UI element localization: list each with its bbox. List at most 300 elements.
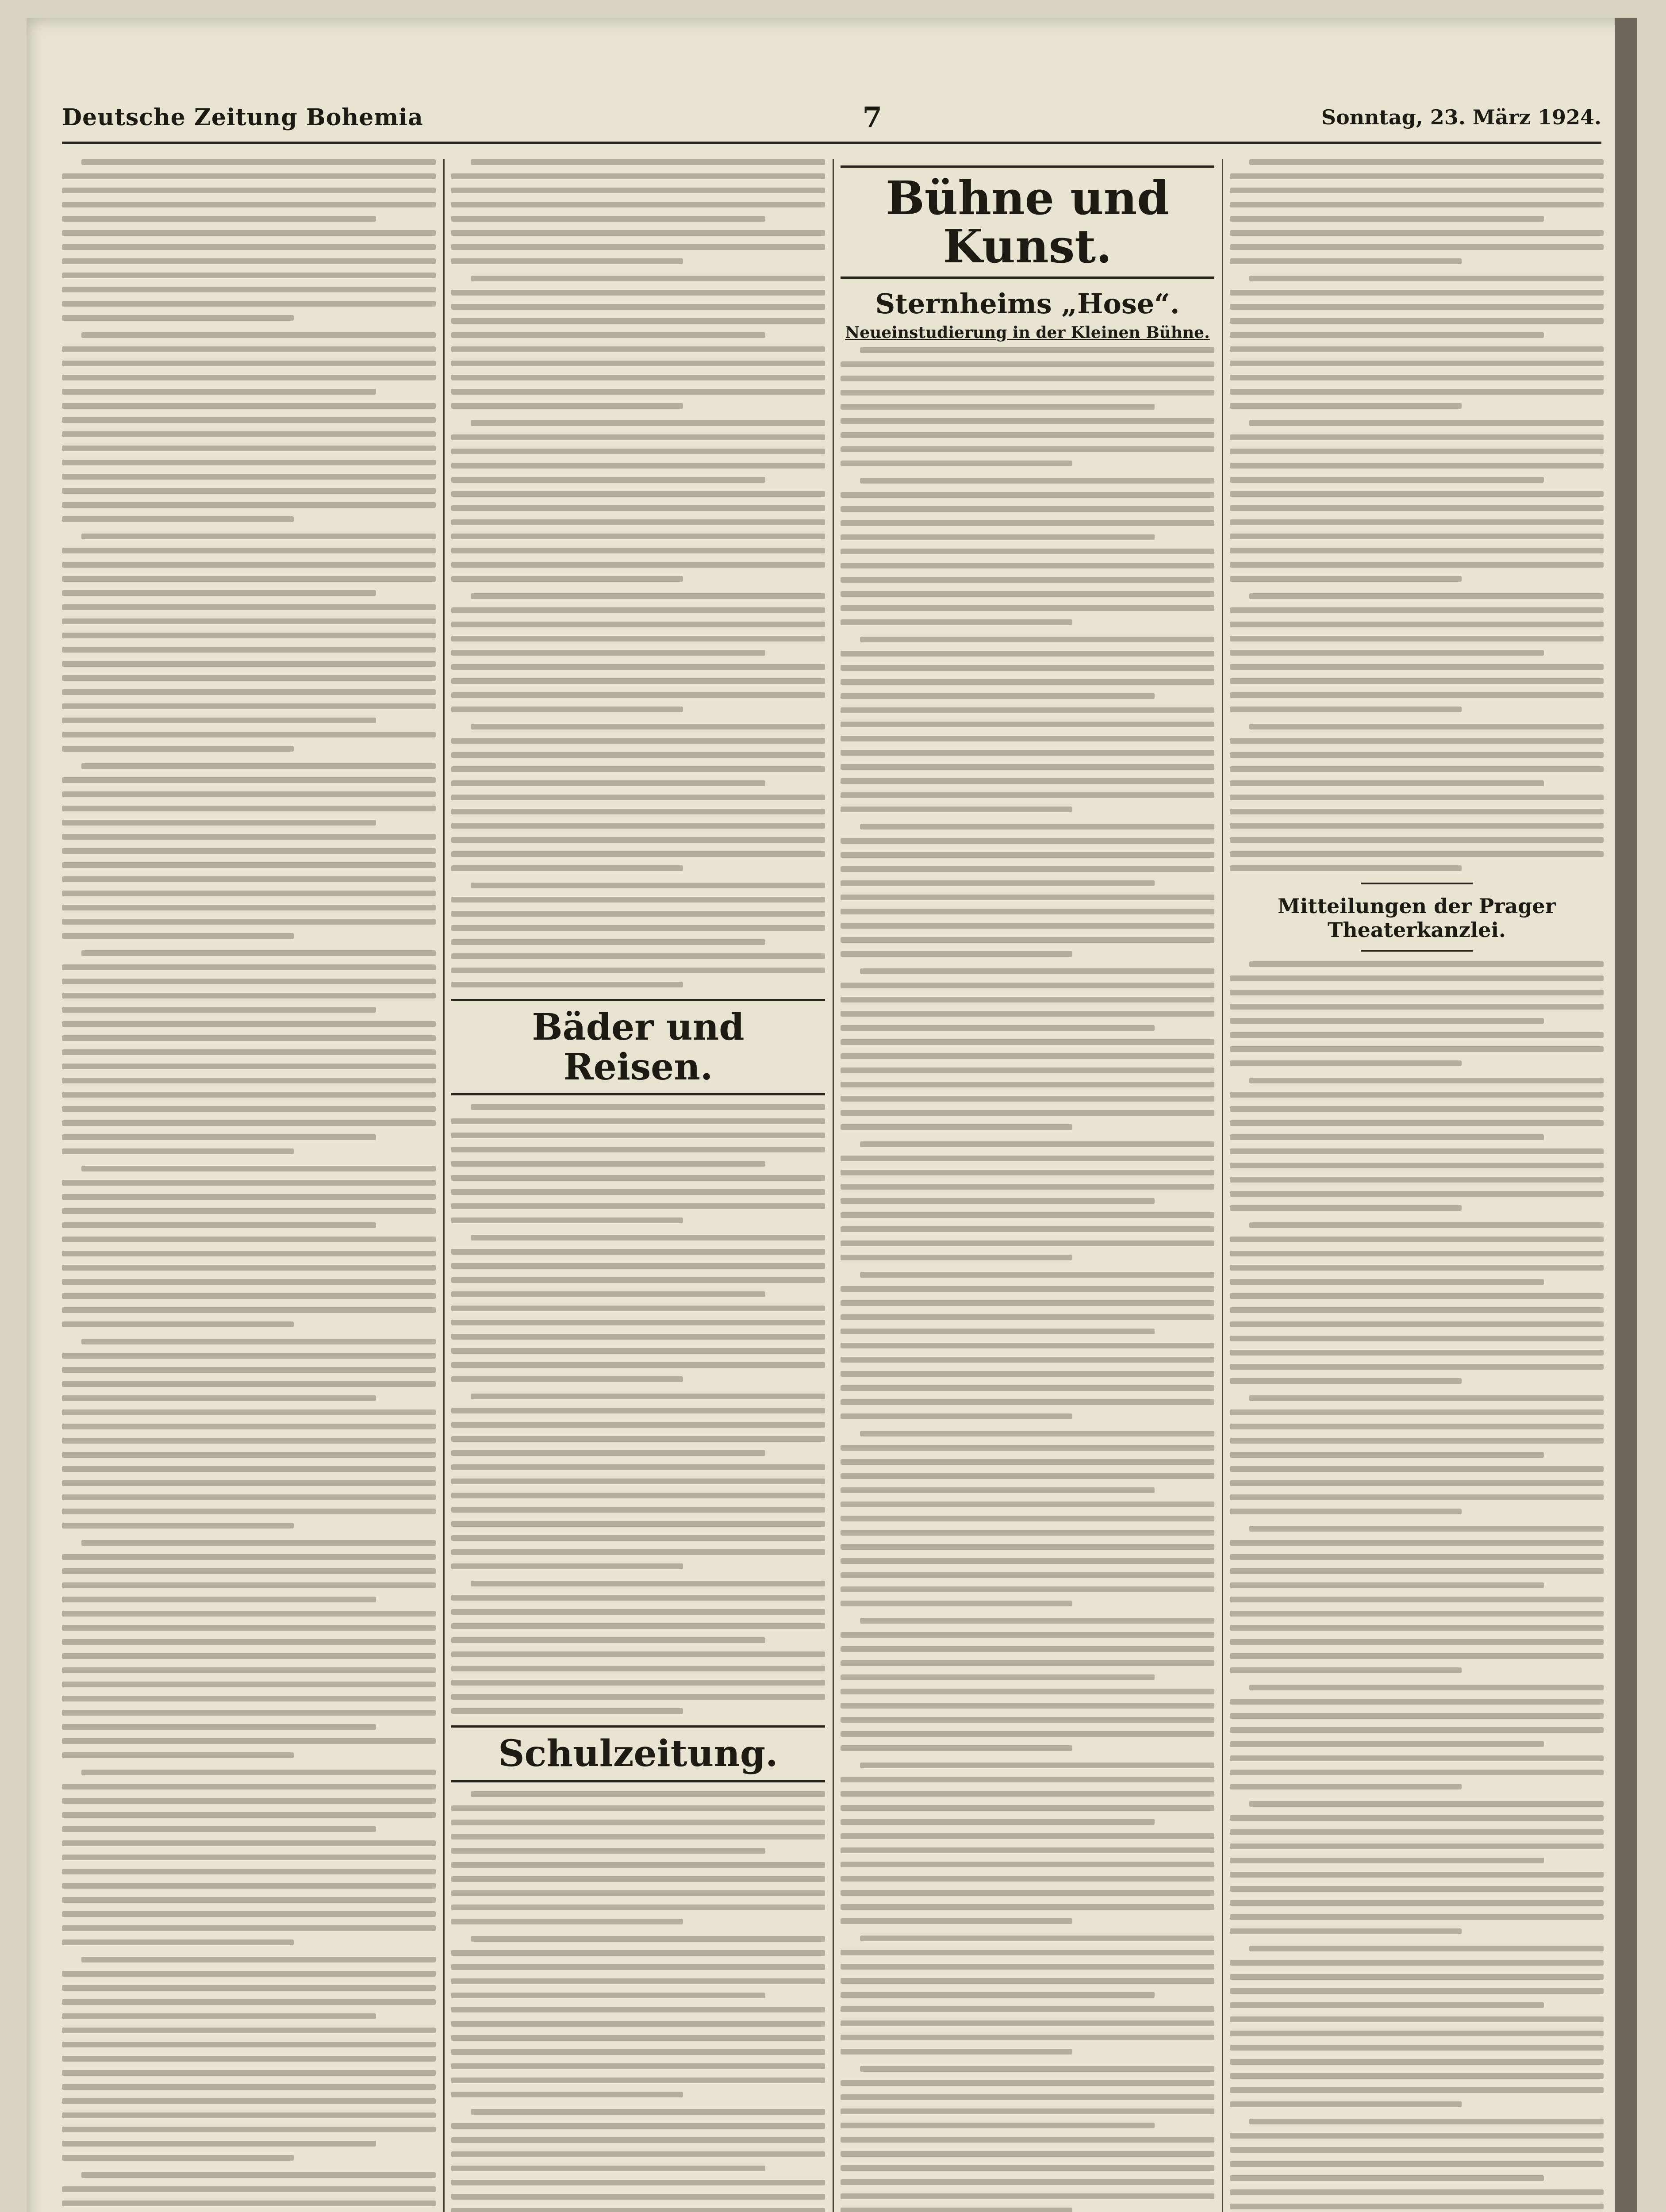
text-paragraph	[451, 883, 825, 987]
text-line	[841, 1731, 1214, 1737]
text-line	[451, 1549, 825, 1555]
text-line	[1230, 1251, 1604, 1256]
text-line	[1249, 2119, 1604, 2124]
text-line	[841, 792, 1214, 798]
text-line	[471, 420, 825, 426]
text-line	[1230, 2031, 1604, 2036]
text-line	[1249, 724, 1604, 730]
text-line	[1230, 1018, 1544, 1024]
text-line	[1230, 173, 1604, 179]
text-line	[62, 905, 436, 910]
text-line	[841, 1096, 1214, 1102]
text-line	[62, 933, 294, 939]
text-line	[451, 1118, 825, 1124]
section-title-schulzeitung: Schulzeitung.	[451, 1725, 825, 1782]
text-line	[81, 332, 436, 338]
text-line	[841, 1445, 1214, 1451]
text-line	[841, 852, 1214, 858]
text-line	[841, 909, 1214, 914]
text-line	[62, 1134, 376, 1140]
text-line	[62, 1509, 436, 1514]
text-line	[841, 1992, 1155, 1998]
text-line	[81, 1540, 436, 1546]
text-line	[1230, 1480, 1604, 1486]
text-line	[1230, 636, 1604, 641]
text-line	[62, 1869, 436, 1874]
text-line	[451, 1291, 765, 1297]
text-line	[841, 432, 1214, 438]
text-line	[451, 1820, 825, 1825]
text-line	[451, 1175, 825, 1181]
text-line	[451, 650, 765, 656]
text-line	[62, 417, 436, 423]
text-line	[1230, 318, 1604, 324]
text-line	[62, 979, 436, 984]
text-line	[841, 1516, 1214, 1521]
text-line	[841, 1833, 1214, 1839]
text-line	[1230, 434, 1604, 440]
text-line	[1249, 1946, 1604, 1951]
text-line	[451, 477, 765, 483]
text-line	[841, 736, 1214, 741]
text-line	[841, 866, 1214, 872]
text-line	[62, 173, 436, 179]
text-line	[841, 461, 1072, 466]
text-line	[62, 1653, 436, 1659]
text-line	[1230, 1378, 1462, 1384]
text-paragraph	[841, 1431, 1214, 1606]
text-paragraph	[841, 1141, 1214, 1260]
text-paragraph	[841, 2066, 1214, 2212]
newspaper-page	[27, 18, 1637, 2212]
text-line	[841, 895, 1214, 900]
text-line	[1230, 562, 1604, 568]
text-line	[62, 2141, 376, 2147]
text-line	[451, 1376, 683, 1382]
text-line	[841, 446, 1214, 452]
text-line	[62, 590, 376, 596]
text-line	[841, 1558, 1214, 1564]
text-line	[451, 1805, 825, 1811]
text-line	[471, 1581, 825, 1586]
text-line	[1230, 1843, 1604, 1849]
text-line	[451, 2092, 683, 2097]
text-line	[471, 1791, 825, 1797]
text-line	[1230, 1438, 1604, 1444]
text-line	[62, 2112, 436, 2118]
text-line	[1249, 1222, 1604, 1228]
text-line	[841, 376, 1214, 381]
text-line	[1230, 290, 1604, 296]
text-paragraph	[451, 2109, 825, 2212]
text-line	[62, 1035, 436, 1041]
text-line	[1230, 1988, 1604, 1994]
text-line	[841, 520, 1214, 526]
text-line	[841, 1745, 1072, 1751]
text-line	[451, 505, 825, 511]
text-line	[1230, 1177, 1604, 1183]
text-line	[1249, 1395, 1604, 1401]
text-line	[841, 2123, 1155, 2128]
text-line	[841, 937, 1214, 943]
text-line	[62, 1639, 436, 1645]
text-line	[62, 287, 436, 292]
text-line	[451, 1348, 825, 1354]
text-paragraph	[451, 1104, 825, 1223]
text-line	[1230, 491, 1604, 497]
text-line	[841, 404, 1155, 410]
text-line	[471, 724, 825, 730]
text-line	[451, 2151, 825, 2157]
text-line	[841, 1487, 1155, 1493]
text-line	[1230, 1755, 1604, 1761]
text-line	[62, 1367, 436, 1373]
text-line	[1230, 1293, 1604, 1299]
text-line	[451, 678, 825, 684]
text-paragraph	[1230, 1946, 1604, 2107]
text-line	[1230, 1974, 1604, 1980]
text-line	[1230, 1784, 1462, 1790]
text-line	[1230, 795, 1604, 800]
text-line	[451, 1217, 683, 1223]
text-line	[1230, 1582, 1544, 1588]
text-paragraph	[1230, 2119, 1604, 2212]
text-line	[1230, 1928, 1462, 1934]
text-line	[62, 689, 436, 695]
text-line	[451, 837, 825, 843]
text-line	[451, 318, 825, 324]
text-line	[860, 1272, 1214, 1278]
text-line	[841, 605, 1214, 611]
text-line	[451, 290, 825, 296]
text-line	[451, 188, 825, 193]
text-line	[860, 2066, 1214, 2072]
text-line	[841, 619, 1072, 625]
text-line	[451, 1203, 825, 1209]
text-line	[471, 2109, 825, 2115]
text-line	[841, 806, 1072, 812]
text-paragraph	[1230, 961, 1604, 1066]
text-line	[841, 722, 1214, 727]
text-line	[841, 880, 1155, 886]
text-line	[451, 851, 825, 857]
text-line	[62, 718, 376, 723]
text-line	[1230, 607, 1604, 613]
text-line	[1230, 1713, 1604, 1719]
text-line	[841, 1805, 1214, 1811]
text-paragraph	[62, 1540, 436, 1758]
text-line	[841, 1473, 1214, 1479]
text-line	[62, 389, 376, 395]
text-line	[451, 1147, 825, 1152]
text-line	[841, 1255, 1072, 1260]
text-line	[62, 746, 294, 752]
text-line	[451, 1189, 825, 1195]
text-line	[1230, 1336, 1604, 1341]
column-1	[62, 159, 436, 2212]
text-line	[1230, 1653, 1604, 1659]
text-line	[451, 1862, 825, 1868]
text-line	[62, 1494, 436, 1500]
text-line	[1230, 1163, 1604, 1168]
text-line	[451, 1306, 825, 1311]
text-line	[1230, 1148, 1604, 1154]
text-line	[841, 1777, 1214, 1782]
text-line	[451, 1493, 825, 1498]
text-line	[62, 1597, 376, 1602]
text-line	[62, 1092, 436, 1098]
text-line	[841, 1300, 1214, 1306]
text-line	[1230, 1872, 1604, 1878]
text-paragraph	[1230, 593, 1604, 712]
text-line	[1230, 505, 1604, 511]
text-line	[1249, 276, 1604, 281]
text-line	[1249, 420, 1604, 426]
column-3	[841, 159, 1214, 2212]
text-line	[1230, 664, 1604, 670]
text-line	[841, 577, 1214, 583]
text-line	[62, 1064, 436, 1069]
text-line	[62, 604, 436, 610]
text-line	[860, 1936, 1214, 1941]
text-paragraph	[1230, 724, 1604, 871]
text-line	[1230, 1364, 1604, 1370]
text-line	[1230, 1858, 1544, 1863]
text-line	[1230, 1815, 1604, 1821]
text-line	[471, 1235, 825, 1240]
text-paragraph	[451, 1581, 825, 1714]
text-line	[451, 173, 825, 179]
text-line	[451, 2035, 825, 2041]
text-line	[451, 361, 825, 366]
text-line	[841, 1286, 1214, 1292]
text-line	[451, 953, 825, 959]
article-subheadline: Neueinstudierung in der Kleinen Bühne.	[845, 323, 1210, 342]
text-line	[62, 1265, 436, 1271]
text-line	[451, 1680, 825, 1686]
text-line	[451, 1249, 825, 1255]
text-line	[62, 202, 436, 207]
text-line	[451, 809, 825, 814]
text-line	[62, 1321, 294, 1327]
text-line	[841, 563, 1214, 568]
text-line	[451, 1919, 683, 1924]
text-line	[62, 361, 436, 366]
text-line	[451, 258, 683, 264]
text-line	[62, 431, 436, 437]
text-line	[841, 1660, 1214, 1666]
text-paragraph	[62, 1339, 436, 1528]
text-line	[841, 983, 1214, 988]
text-line	[81, 950, 436, 956]
article-headline: Sternheims „Hose“.	[875, 288, 1180, 320]
text-line	[62, 1424, 436, 1429]
text-line	[1230, 1466, 1604, 1472]
text-line	[841, 1717, 1214, 1723]
text-line	[841, 2049, 1072, 2055]
text-line	[841, 418, 1214, 424]
text-line	[62, 1798, 436, 1804]
text-line	[1230, 851, 1604, 857]
text-line	[1230, 2189, 1604, 2195]
text-line	[841, 1039, 1214, 1045]
text-line	[1230, 1770, 1604, 1775]
text-line	[841, 1632, 1214, 1638]
text-paragraph	[62, 950, 436, 1154]
text-line	[1230, 692, 1604, 698]
text-paragraph	[841, 478, 1214, 625]
text-line	[451, 1320, 825, 1325]
text-line	[841, 1964, 1214, 1970]
text-line	[62, 862, 436, 868]
text-paragraph	[1230, 1078, 1604, 1211]
text-line	[81, 534, 436, 539]
text-line	[1230, 2101, 1462, 2107]
text-line	[841, 1212, 1214, 1218]
text-line	[841, 707, 1214, 713]
text-line	[1230, 1568, 1604, 1574]
text-line	[62, 1523, 294, 1528]
text-line	[451, 1334, 825, 1340]
text-line	[62, 576, 436, 582]
text-line	[841, 1226, 1214, 1232]
text-line	[62, 403, 436, 409]
text-paragraph	[841, 1763, 1214, 1924]
text-paragraph	[1230, 1222, 1604, 1384]
text-line	[1230, 576, 1462, 582]
text-paragraph	[62, 1166, 436, 1327]
text-line	[841, 1689, 1214, 1694]
text-line	[1230, 244, 1604, 250]
text-line	[62, 1925, 436, 1931]
text-line	[451, 1876, 825, 1882]
text-paragraph	[1230, 159, 1604, 264]
text-line	[471, 1936, 825, 1942]
text-line	[1230, 1540, 1604, 1546]
text-line	[1230, 738, 1604, 744]
text-line	[1230, 2059, 1604, 2065]
text-line	[1230, 823, 1604, 829]
text-line	[451, 2049, 825, 2055]
text-paragraph	[451, 593, 825, 712]
text-line	[62, 1897, 436, 1903]
text-line	[451, 2166, 765, 2171]
text-line	[1230, 752, 1604, 758]
text-line	[451, 1978, 825, 1984]
text-line	[451, 1450, 765, 1456]
text-line	[62, 834, 436, 840]
text-line	[62, 1568, 436, 1574]
text-line	[451, 1950, 825, 1956]
text-line	[841, 750, 1214, 756]
text-line	[62, 1279, 436, 1285]
text-line	[841, 534, 1155, 540]
text-line	[1249, 1078, 1604, 1083]
text-line	[451, 780, 765, 786]
column-4	[1230, 159, 1604, 2212]
text-line	[841, 2108, 1214, 2114]
text-line	[841, 1890, 1214, 1896]
text-line	[841, 1156, 1214, 1161]
text-line	[62, 919, 436, 925]
text-line	[841, 1011, 1214, 1017]
text-paragraph	[841, 824, 1214, 957]
text-line	[841, 1025, 1155, 1031]
text-line	[451, 1609, 825, 1615]
text-line	[1230, 2016, 1604, 2022]
text-line	[451, 1666, 825, 1671]
divider	[1361, 883, 1473, 884]
text-line	[1230, 766, 1604, 772]
page-number: 7	[862, 100, 883, 134]
text-line	[841, 390, 1214, 396]
text-line	[451, 244, 825, 250]
column-2	[451, 159, 825, 2212]
text-line	[62, 1971, 436, 1977]
text-line	[451, 332, 765, 338]
text-line	[451, 1277, 825, 1283]
text-line	[1230, 1741, 1544, 1747]
text-line	[451, 1521, 825, 1527]
text-line	[451, 968, 825, 973]
text-line	[841, 2006, 1214, 2012]
text-line	[1230, 1900, 1604, 1906]
text-line	[451, 389, 825, 395]
text-line	[471, 159, 825, 165]
text-line	[451, 1595, 825, 1601]
text-line	[1230, 2073, 1604, 2079]
section-title-buehne: Bühne und Kunst.	[841, 165, 1214, 279]
text-paragraph	[451, 159, 825, 264]
text-line	[1230, 346, 1604, 352]
text-line	[451, 1263, 825, 1269]
text-line	[1230, 1279, 1544, 1285]
text-line	[62, 964, 436, 970]
text-line	[1230, 449, 1604, 454]
text-paragraph	[841, 968, 1214, 1130]
text-line	[1230, 1205, 1462, 1211]
text-line	[451, 2063, 825, 2069]
text-line	[62, 1409, 436, 1415]
text-line	[841, 1082, 1214, 1087]
text-line	[841, 1918, 1072, 1924]
text-line	[451, 982, 683, 987]
text-line	[62, 502, 436, 508]
text-line	[841, 2035, 1214, 2040]
text-line	[62, 675, 436, 681]
text-line	[62, 315, 294, 321]
text-line	[451, 1464, 825, 1470]
text-line	[62, 1710, 436, 1716]
text-line	[62, 1826, 376, 1832]
text-line	[841, 778, 1214, 784]
text-line	[62, 1939, 294, 1945]
text-line	[1230, 1060, 1462, 1066]
text-line	[62, 1784, 436, 1790]
text-line	[62, 1724, 376, 1730]
text-line	[1230, 202, 1604, 207]
text-line	[451, 897, 825, 902]
text-line	[1230, 1625, 1604, 1631]
text-line	[1230, 304, 1604, 310]
text-paragraph	[451, 1235, 825, 1382]
text-line	[471, 276, 825, 281]
text-line	[451, 1479, 825, 1484]
text-line	[841, 693, 1155, 699]
text-line	[1230, 519, 1604, 525]
text-line	[841, 1184, 1214, 1190]
text-line	[451, 548, 825, 553]
